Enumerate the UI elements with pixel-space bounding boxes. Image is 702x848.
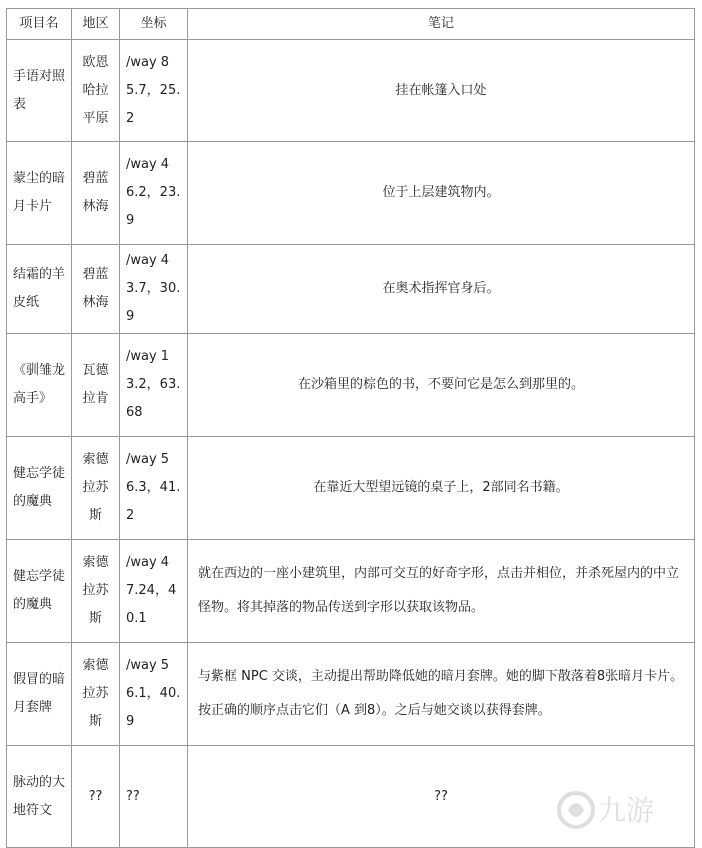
header-coord: 坐标	[120, 9, 188, 40]
item-coord: /way 47.24，40.1	[120, 540, 188, 643]
item-note: 位于上层建筑物内。	[188, 142, 695, 245]
item-coord: /way 46.2，23.9	[120, 142, 188, 245]
header-note: 笔记	[188, 9, 695, 40]
notes-table	[6, 8, 695, 848]
item-note: 在靠近大型望远镜的桌子上，2部同名书籍。	[188, 437, 695, 540]
item-name: 手语对照表	[7, 40, 72, 142]
item-coord: /way 56.1，40.9	[120, 643, 188, 746]
header-name: 项目名	[7, 9, 72, 40]
item-note: 就在西边的一座小建筑里，内部可交互的好奇字形，点击并相位，并杀死屋内的中立怪物。将其掉落的物品传送到字形以获取该物品。	[188, 540, 695, 643]
item-area: 索德拉苏斯	[72, 643, 120, 746]
item-note: 在奥术指挥官身后。	[188, 245, 695, 334]
item-coord: /way 13.2，63.68	[120, 334, 188, 437]
item-note: 挂在帐篷入口处	[188, 40, 695, 142]
item-name: 健忘学徒的魔典	[7, 437, 72, 540]
watermark-text: 九游	[598, 794, 655, 827]
item-name: 假冒的暗月套牌	[7, 643, 72, 746]
item-name: 蒙尘的暗月卡片	[7, 142, 72, 245]
item-coord: ??	[120, 746, 188, 848]
table-row	[7, 245, 695, 334]
item-area: 欧恩哈拉平原	[72, 40, 120, 142]
item-name: 健忘学徒的魔典	[7, 540, 72, 643]
item-note: 与紫框 NPC 交谈，主动提出帮助降低她的暗月套牌。她的脚下散落着8张暗月卡片。按正确的顺序点击它们（A 到8）。之后与她交谈以获得套牌。	[188, 643, 695, 746]
item-coord: /way 85.7，25.2	[120, 40, 188, 142]
header-row	[7, 9, 695, 40]
table-row	[7, 142, 695, 245]
site-watermark-logo	[554, 776, 694, 836]
table-row	[7, 540, 695, 643]
header-area: 地区	[72, 9, 120, 40]
item-coord: /way 43.7，30.9	[120, 245, 188, 334]
item-note: ??	[188, 746, 695, 848]
item-area: 碧蓝林海	[72, 245, 120, 334]
item-area: ??	[72, 746, 120, 848]
item-area: 索德拉苏斯	[72, 437, 120, 540]
table-row	[7, 643, 695, 746]
table-row	[7, 334, 695, 437]
item-area: 瓦德拉肯	[72, 334, 120, 437]
table-row	[7, 437, 695, 540]
item-note: 在沙箱里的棕色的书，不要问它是怎么到那里的。	[188, 334, 695, 437]
table-row	[7, 40, 695, 142]
item-name: 《驯雏龙高手》	[7, 334, 72, 437]
item-name: 结霜的羊皮纸	[7, 245, 72, 334]
item-name: 脉动的大地符文	[7, 746, 72, 848]
item-coord: /way 56.3，41.2	[120, 437, 188, 540]
item-area: 碧蓝林海	[72, 142, 120, 245]
item-area: 索德拉苏斯	[72, 540, 120, 643]
